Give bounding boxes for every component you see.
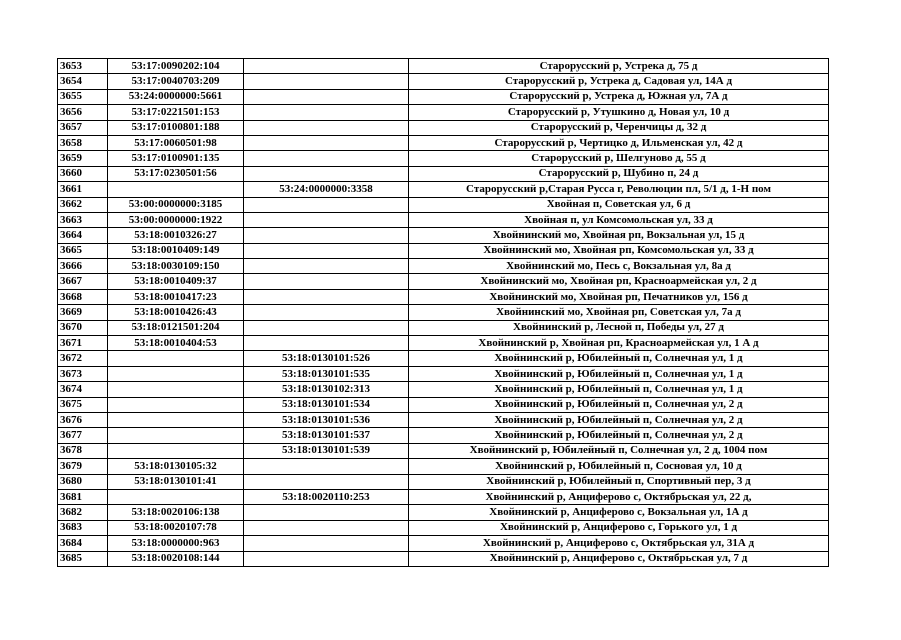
record-number-cell: 3655 bbox=[58, 89, 108, 104]
table-row bbox=[58, 428, 829, 443]
record-number-cell: 3667 bbox=[58, 274, 108, 289]
property-address-cell: Хвойнинский р, Юбилейный п, Спортивный пер, 3 д bbox=[409, 474, 829, 489]
table-row bbox=[58, 443, 829, 458]
record-number-cell: 3666 bbox=[58, 259, 108, 274]
table-row bbox=[58, 520, 829, 535]
cadastral-number-cell: 53:18:0130105:32 bbox=[108, 459, 244, 474]
linked-cadastral-number-cell bbox=[244, 89, 409, 104]
table-row bbox=[58, 228, 829, 243]
property-address-cell: Хвойнинский мо, Хвойная рп, Вокзальная ул, 15 д bbox=[409, 228, 829, 243]
property-address-cell: Хвойнинский р, Юбилейный п, Солнечная ул, 1 д bbox=[409, 366, 829, 381]
property-address-cell: Старорусский р, Утушкино д, Новая ул, 10 д bbox=[409, 105, 829, 120]
table-row bbox=[58, 351, 829, 366]
linked-cadastral-number-cell: 53:18:0130101:539 bbox=[244, 443, 409, 458]
cadastral-number-cell: 53:18:0010417:23 bbox=[108, 289, 244, 304]
linked-cadastral-number-cell bbox=[244, 228, 409, 243]
cadastral-number-cell: 53:00:0000000:1922 bbox=[108, 212, 244, 227]
record-number-cell: 3684 bbox=[58, 536, 108, 551]
record-number-cell: 3676 bbox=[58, 412, 108, 427]
table-row bbox=[58, 274, 829, 289]
linked-cadastral-number-cell bbox=[244, 474, 409, 489]
table-row bbox=[58, 336, 829, 351]
cadastral-number-cell: 53:17:0100901:135 bbox=[108, 151, 244, 166]
linked-cadastral-number-cell bbox=[244, 151, 409, 166]
property-address-cell: Хвойнинский мо, Песь с, Вокзальная ул, 8а д bbox=[409, 259, 829, 274]
table-row bbox=[58, 151, 829, 166]
record-number-cell: 3673 bbox=[58, 366, 108, 381]
cadastral-number-cell: 53:18:0121501:204 bbox=[108, 320, 244, 335]
table-row bbox=[58, 105, 829, 120]
cadastral-number-cell: 53:00:0000000:3185 bbox=[108, 197, 244, 212]
cadastral-number-cell bbox=[108, 351, 244, 366]
cadastral-number-cell: 53:18:0010409:149 bbox=[108, 243, 244, 258]
cadastral-number-cell bbox=[108, 428, 244, 443]
linked-cadastral-number-cell bbox=[244, 305, 409, 320]
linked-cadastral-number-cell bbox=[244, 459, 409, 474]
linked-cadastral-number-cell bbox=[244, 166, 409, 181]
record-number-cell: 3669 bbox=[58, 305, 108, 320]
cadastral-number-cell: 53:17:0040703:209 bbox=[108, 74, 244, 89]
property-address-cell: Старорусский р,Старая Русса г, Революции пл, 5/1 д, 1-Н пом bbox=[409, 182, 829, 197]
record-number-cell: 3683 bbox=[58, 520, 108, 535]
linked-cadastral-number-cell: 53:18:0130101:534 bbox=[244, 397, 409, 412]
property-address-cell: Хвойная п, ул Комсомольская ул, 33 д bbox=[409, 212, 829, 227]
property-address-cell: Хвойная п, Советская ул, 6 д bbox=[409, 197, 829, 212]
record-number-cell: 3656 bbox=[58, 105, 108, 120]
property-address-cell: Хвойнинский р, Анциферово с, Вокзальная ул, 1А д bbox=[409, 505, 829, 520]
linked-cadastral-number-cell bbox=[244, 135, 409, 150]
table-row bbox=[58, 382, 829, 397]
record-number-cell: 3675 bbox=[58, 397, 108, 412]
table-row bbox=[58, 166, 829, 181]
table-row bbox=[58, 412, 829, 427]
record-number-cell: 3663 bbox=[58, 212, 108, 227]
table-row bbox=[58, 366, 829, 381]
record-number-cell: 3672 bbox=[58, 351, 108, 366]
table-row bbox=[58, 536, 829, 551]
property-address-cell: Хвойнинский р, Юбилейный п, Солнечная ул, 2 д bbox=[409, 397, 829, 412]
linked-cadastral-number-cell bbox=[244, 243, 409, 258]
property-address-cell: Хвойнинский р, Юбилейный п, Солнечная ул, 1 д bbox=[409, 351, 829, 366]
property-address-cell: Хвойнинский р, Хвойная рп, Красноармейская ул, 1 А д bbox=[409, 336, 829, 351]
linked-cadastral-number-cell: 53:18:0130101:536 bbox=[244, 412, 409, 427]
linked-cadastral-number-cell: 53:18:0130101:526 bbox=[244, 351, 409, 366]
table-row bbox=[58, 259, 829, 274]
table-row bbox=[58, 305, 829, 320]
record-number-cell: 3654 bbox=[58, 74, 108, 89]
property-address-cell: Старорусский р, Устрека д, Южная ул, 7А д bbox=[409, 89, 829, 104]
cadastral-number-cell: 53:17:0060501:98 bbox=[108, 135, 244, 150]
cadastral-number-cell: 53:18:0010404:53 bbox=[108, 336, 244, 351]
property-address-cell: Хвойнинский мо, Хвойная рп, Красноармейская ул, 2 д bbox=[409, 274, 829, 289]
registry-table-body bbox=[58, 59, 829, 567]
cadastral-number-cell: 53:18:0020108:144 bbox=[108, 551, 244, 566]
cadastral-number-cell: 53:18:0000000:963 bbox=[108, 536, 244, 551]
cadastral-number-cell bbox=[108, 412, 244, 427]
cadastral-number-cell bbox=[108, 397, 244, 412]
record-number-cell: 3653 bbox=[58, 59, 108, 74]
table-row bbox=[58, 89, 829, 104]
record-number-cell: 3681 bbox=[58, 489, 108, 504]
record-number-cell: 3659 bbox=[58, 151, 108, 166]
table-row bbox=[58, 320, 829, 335]
record-number-cell: 3685 bbox=[58, 551, 108, 566]
property-address-cell: Хвойнинский р, Анциферово с, Октябрьская ул, 7 д bbox=[409, 551, 829, 566]
record-number-cell: 3664 bbox=[58, 228, 108, 243]
property-address-cell: Старорусский р, Устрека д, Садовая ул, 14А д bbox=[409, 74, 829, 89]
cadastral-number-cell: 53:18:0020106:138 bbox=[108, 505, 244, 520]
property-address-cell: Старорусский р, Чертицко д, Ильменская ул, 42 д bbox=[409, 135, 829, 150]
record-number-cell: 3668 bbox=[58, 289, 108, 304]
linked-cadastral-number-cell bbox=[244, 197, 409, 212]
linked-cadastral-number-cell bbox=[244, 551, 409, 566]
cadastral-number-cell: 53:18:0020107:78 bbox=[108, 520, 244, 535]
linked-cadastral-number-cell bbox=[244, 320, 409, 335]
table-row bbox=[58, 459, 829, 474]
linked-cadastral-number-cell: 53:18:0130102:313 bbox=[244, 382, 409, 397]
table-row bbox=[58, 289, 829, 304]
property-address-cell: Хвойнинский р, Юбилейный п, Солнечная ул, 2 д, 1004 пом bbox=[409, 443, 829, 458]
table-row bbox=[58, 135, 829, 150]
cadastral-number-cell: 53:18:0010326:27 bbox=[108, 228, 244, 243]
property-address-cell: Хвойнинский мо, Хвойная рп, Комсомольская ул, 33 д bbox=[409, 243, 829, 258]
linked-cadastral-number-cell: 53:24:0000000:3358 bbox=[244, 182, 409, 197]
table-row bbox=[58, 120, 829, 135]
property-address-cell: Хвойнинский р, Лесной п, Победы ул, 27 д bbox=[409, 320, 829, 335]
table-row bbox=[58, 397, 829, 412]
cadastral-number-cell: 53:18:0130101:41 bbox=[108, 474, 244, 489]
property-address-cell: Хвойнинский р, Юбилейный п, Солнечная ул, 1 д bbox=[409, 382, 829, 397]
property-address-cell: Хвойнинский р, Юбилейный п, Солнечная ул, 2 д bbox=[409, 412, 829, 427]
record-number-cell: 3670 bbox=[58, 320, 108, 335]
record-number-cell: 3682 bbox=[58, 505, 108, 520]
property-address-cell: Хвойнинский р, Юбилейный п, Сосновая ул, 10 д bbox=[409, 459, 829, 474]
table-row bbox=[58, 474, 829, 489]
record-number-cell: 3665 bbox=[58, 243, 108, 258]
table-row bbox=[58, 551, 829, 566]
table-row bbox=[58, 505, 829, 520]
linked-cadastral-number-cell bbox=[244, 274, 409, 289]
property-address-cell: Хвойнинский р, Юбилейный п, Солнечная ул, 2 д bbox=[409, 428, 829, 443]
property-address-cell: Старорусский р, Шубино п, 24 д bbox=[409, 166, 829, 181]
property-address-cell: Хвойнинский р, Анциферово с, Горького ул, 1 д bbox=[409, 520, 829, 535]
record-number-cell: 3657 bbox=[58, 120, 108, 135]
property-address-cell: Хвойнинский мо, Хвойная рп, Печатников ул, 156 д bbox=[409, 289, 829, 304]
record-number-cell: 3671 bbox=[58, 336, 108, 351]
record-number-cell: 3661 bbox=[58, 182, 108, 197]
cadastral-number-cell: 53:17:0221501:153 bbox=[108, 105, 244, 120]
record-number-cell: 3660 bbox=[58, 166, 108, 181]
property-address-cell: Хвойнинский р, Анциферово с, Октябрьская ул, 22 д, bbox=[409, 489, 829, 504]
record-number-cell: 3674 bbox=[58, 382, 108, 397]
cadastral-number-cell: 53:17:0090202:104 bbox=[108, 59, 244, 74]
cadastral-number-cell bbox=[108, 182, 244, 197]
record-number-cell: 3662 bbox=[58, 197, 108, 212]
table-row bbox=[58, 74, 829, 89]
linked-cadastral-number-cell bbox=[244, 105, 409, 120]
cadastral-number-cell: 53:18:0030109:150 bbox=[108, 259, 244, 274]
linked-cadastral-number-cell bbox=[244, 336, 409, 351]
linked-cadastral-number-cell bbox=[244, 74, 409, 89]
linked-cadastral-number-cell: 53:18:0130101:537 bbox=[244, 428, 409, 443]
cadastral-number-cell bbox=[108, 489, 244, 504]
linked-cadastral-number-cell bbox=[244, 120, 409, 135]
record-number-cell: 3678 bbox=[58, 443, 108, 458]
cadastral-number-cell: 53:24:0000000:5661 bbox=[108, 89, 244, 104]
table-row bbox=[58, 59, 829, 74]
property-address-cell: Старорусский р, Устрека д, 75 д bbox=[409, 59, 829, 74]
cadastral-number-cell: 53:17:0100801:188 bbox=[108, 120, 244, 135]
property-address-cell: Хвойнинский р, Анциферово с, Октябрьская ул, 31А д bbox=[409, 536, 829, 551]
table-row bbox=[58, 489, 829, 504]
cadastral-number-cell bbox=[108, 443, 244, 458]
cadastral-number-cell: 53:17:0230501:56 bbox=[108, 166, 244, 181]
property-address-cell: Хвойнинский мо, Хвойная рп, Советская ул, 7а д bbox=[409, 305, 829, 320]
cadastral-number-cell: 53:18:0010409:37 bbox=[108, 274, 244, 289]
record-number-cell: 3658 bbox=[58, 135, 108, 150]
record-number-cell: 3680 bbox=[58, 474, 108, 489]
linked-cadastral-number-cell: 53:18:0020110:253 bbox=[244, 489, 409, 504]
record-number-cell: 3677 bbox=[58, 428, 108, 443]
linked-cadastral-number-cell bbox=[244, 212, 409, 227]
property-address-cell: Старорусский р, Шелгуново д, 55 д bbox=[409, 151, 829, 166]
property-registry-table bbox=[57, 58, 829, 567]
cadastral-number-cell bbox=[108, 366, 244, 381]
linked-cadastral-number-cell: 53:18:0130101:535 bbox=[244, 366, 409, 381]
linked-cadastral-number-cell bbox=[244, 536, 409, 551]
linked-cadastral-number-cell bbox=[244, 505, 409, 520]
linked-cadastral-number-cell bbox=[244, 259, 409, 274]
table-row bbox=[58, 243, 829, 258]
table-row bbox=[58, 182, 829, 197]
cadastral-number-cell bbox=[108, 382, 244, 397]
cadastral-number-cell: 53:18:0010426:43 bbox=[108, 305, 244, 320]
record-number-cell: 3679 bbox=[58, 459, 108, 474]
property-address-cell: Старорусский р, Черенчицы д, 32 д bbox=[409, 120, 829, 135]
linked-cadastral-number-cell bbox=[244, 289, 409, 304]
table-row bbox=[58, 212, 829, 227]
table-row bbox=[58, 197, 829, 212]
linked-cadastral-number-cell bbox=[244, 520, 409, 535]
linked-cadastral-number-cell bbox=[244, 59, 409, 74]
